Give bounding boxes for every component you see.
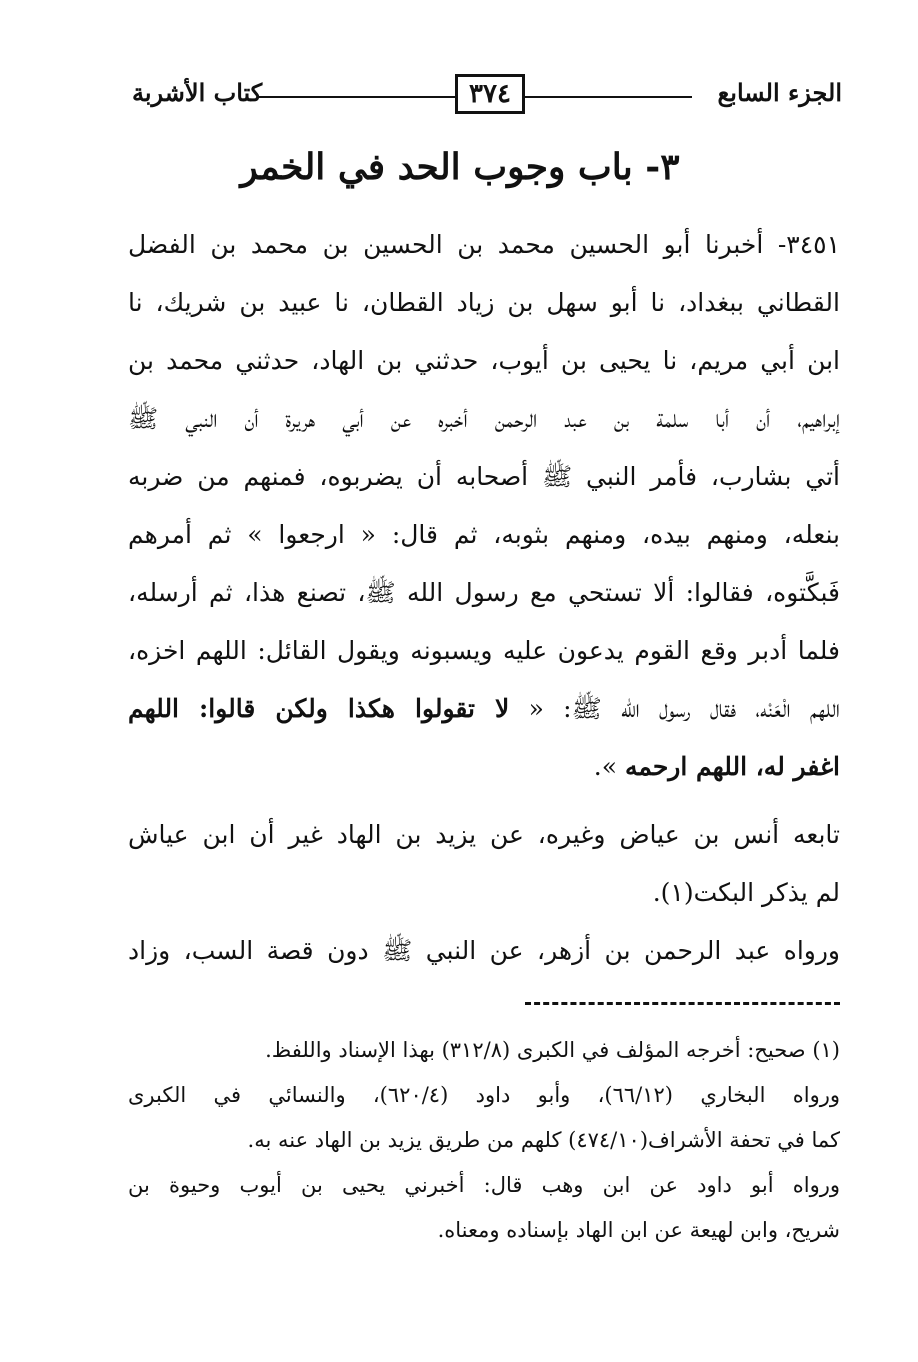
text-line: فَبكَّتوه، فقالوا: ألا تستحي مع رسول الله ﷺ، تصنع هذا، ثم أرسله،: [128, 578, 840, 607]
text-line: ٣٤٥١- أخبرنا أبو الحسين محمد بن الحسين بن محمد بن الفضل: [128, 230, 840, 259]
text-line-part: ».: [593, 752, 618, 781]
chapter-heading: ٣- باب وجوب الحد في الخمر: [240, 146, 680, 188]
text-line-hadith-end: [128, 738, 840, 796]
page-number-text: ٣٧٤: [469, 79, 511, 109]
footnotes: [128, 1028, 840, 1253]
text-line: ابن أبي مريم، نا يحيى بن أيوب، حدثني بن الهاد، حدثني محمد بن: [128, 346, 840, 375]
volume-label: الجزء السابع: [717, 78, 842, 107]
text-line: إبراهيم، أن أبا سلمة بن عبد الرحمن أخبره عن أبي هريرة أن النبي ﷺ: [128, 404, 840, 433]
prophet-saying-bold: لا تقولوا هكذا ولكن قالوا: اللهم: [128, 694, 510, 723]
text-line: القطاني ببغداد، نا أبو سهل بن زياد القطان، نا عبيد بن شريك، نا: [128, 288, 840, 317]
footnote-separator: [525, 1002, 840, 1005]
footnote-line: كما في تحفة الأشراف(٤٧٤/١٠) كلهم من طريق يزيد بن الهاد عنه به.: [247, 1128, 840, 1152]
footnote-line: ورواه البخاري (٦٦/١٢)، وأبو داود (٦٢٠/٤)، والنسائي في الكبرى: [128, 1083, 840, 1107]
footnote-line: شريح، وابن لهيعة عن ابن الهاد بإسناده ومعناه.: [437, 1218, 840, 1242]
text-line: ورواه عبد الرحمن بن أزهر، عن النبي ﷺ دون قصة السب، وزاد: [128, 936, 840, 965]
footnote-line: ورواه أبو داود عن ابن وهب قال: أخبرني يحيى بن أيوب وحيوة بن: [128, 1173, 840, 1197]
text-line-part: اللهم الْعَنْه، فقال رسول الله ﷺ: «: [528, 694, 840, 723]
running-header: [132, 64, 842, 124]
text-line: تابعه أنس بن عياض وغيره، عن يزيد بن الهاد غير أن ابن عياش: [128, 820, 840, 849]
text-line-hadith-quote: [128, 680, 840, 738]
prophet-saying-bold: اغفر له، اللهم ارحمه: [625, 752, 840, 781]
book-title: كتاب الأشربة: [132, 78, 263, 107]
main-text: [128, 216, 840, 980]
text-line: فلما أدبر وقع القوم يدعون عليه ويسبونه ويقول القائل: اللهم اخزه،: [128, 636, 840, 665]
header-rule-right: [522, 96, 692, 98]
page-number: [455, 74, 525, 114]
text-line: لم يذكر البكت(١).: [652, 878, 840, 907]
footnote-line: (١) صحيح: أخرجه المؤلف في الكبرى (٣١٢/٨) بهذا الإسناد واللفظ.: [265, 1038, 840, 1062]
text-line: بنعله، ومنهم بيده، ومنهم بثوبه، ثم قال: « ارجعوا » ثم أمرهم: [128, 520, 840, 549]
header-rule-left: [257, 96, 457, 98]
text-line: أتي بشارب، فأمر النبي ﷺ أصحابه أن يضربوه، فمنهم من ضربه: [128, 462, 840, 491]
